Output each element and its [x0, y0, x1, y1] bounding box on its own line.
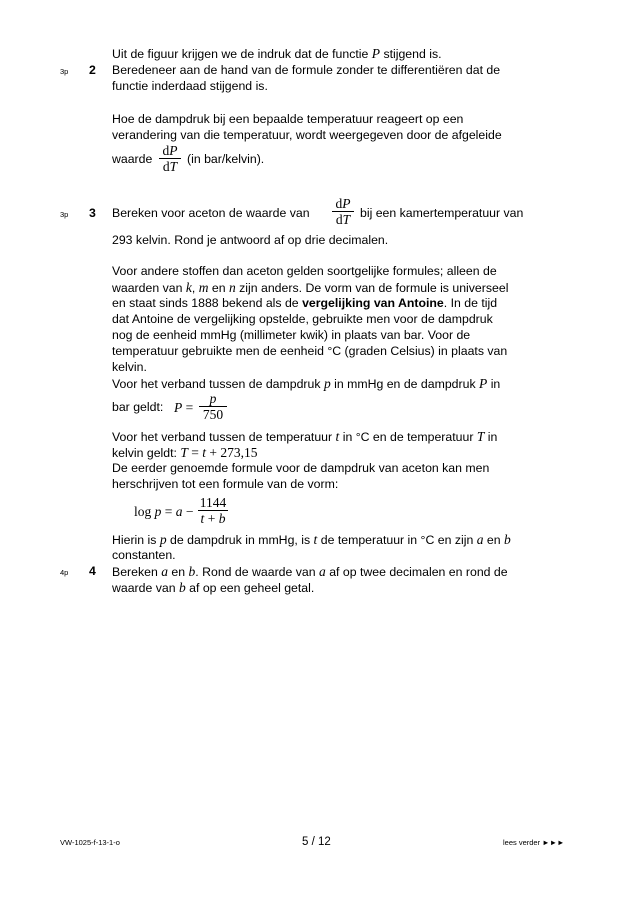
q3-number: 3 — [89, 206, 96, 220]
q4-points: 4p — [60, 568, 69, 577]
para2-l7: kelvin. — [112, 360, 147, 374]
formula-log-fraction: 1144 t + b — [199, 495, 227, 526]
q3-line2: 293 kelvin. Rond je antwoord af op drie decimalen. — [112, 233, 389, 247]
intro-text: Uit de figuur krijgen we de indruk dat de functie — [112, 47, 369, 61]
para1-line2: verandering van die temperatuur, wordt weergegeven door de afgeleide — [112, 128, 502, 142]
antoine-term: vergelijking van Antoine — [302, 296, 444, 310]
para2-l12: De eerder genoemde formule voor de dampdruk van aceton kan men — [112, 461, 490, 475]
derivative-fraction-1: dP dT — [159, 144, 181, 174]
para2-l1: Voor andere stoffen dan aceton gelden soortgelijke formules; alleen de — [112, 264, 497, 278]
q4-line2: waarde van b af op een geheel getal. — [112, 580, 315, 595]
q3-points: 3p — [60, 210, 69, 219]
q3-post: bij een kamertemperatuur van — [360, 206, 524, 220]
intro-end: stijgend is. — [383, 47, 442, 61]
para2-l11: kelvin geldt: T = t + 273,15 — [112, 445, 258, 460]
derivative-fraction-2: dP dT — [332, 197, 354, 227]
q4-number: 4 — [89, 564, 96, 578]
para2-l3: en staat sinds 1888 bekend als de vergelijking van Antoine. In de tijd — [112, 296, 498, 310]
intro-line — [112, 46, 442, 62]
para2-l15: constanten. — [112, 548, 176, 562]
para2-l6: temperatuur gebruikte men de eenheid °C (graden Celsius) in plaats van — [112, 344, 508, 358]
formula-log-lhs: log p = a − — [134, 504, 194, 519]
footer-next: lees verder ►►► — [503, 838, 565, 847]
footer-page-number: 5 / 12 — [302, 836, 331, 848]
footer-code: VW-1025-f-13-1-o — [60, 838, 120, 847]
para2-l8: Voor het verband tussen de dampdruk p in mmHg en de dampdruk P in — [112, 376, 501, 391]
para2-l4: dat Antoine de vergelijking opstelde, gebruikte men voor de dampdruk — [112, 312, 493, 326]
para1-line1: Hoe de dampdruk bij een bepaalde temperatuur reageert op een — [112, 112, 464, 126]
para2-l2: waarden van k, m en n zijn anders. De vorm van de formule is universeel — [112, 280, 509, 295]
para1-waarde: waarde — [112, 152, 153, 166]
q2-points: 3p — [60, 67, 69, 76]
intro-var: P — [371, 46, 381, 61]
para2-l14: Hierin is p de dampdruk in mmHg, is t de temperatuur in °C en zijn a en b — [112, 532, 511, 547]
para2-l5: nog de eenheid mmHg (millimeter kwik) in plaats van bar. Voor de — [112, 328, 471, 342]
q2-line1: Beredeneer aan de hand van de formule zonder te differentiëren dat de — [112, 63, 501, 77]
para2-l10: Voor het verband tussen de temperatuur t in °C en de temperatuur T in — [112, 429, 498, 444]
q4-line1: Bereken a en b. Rond de waarde van a af op twee decimalen en rond de — [112, 564, 508, 579]
q2-number: 2 — [89, 63, 96, 77]
para2-l9: bar geldt: — [112, 400, 164, 414]
q3-pre: Bereken voor aceton de waarde van — [112, 206, 310, 220]
formula-P-lhs: P = — [174, 400, 194, 415]
para2-l13: herschrijven tot een formule van de vorm: — [112, 477, 339, 491]
q2-line2: functie inderdaad stijgend is. — [112, 79, 268, 93]
para1-unit: (in bar/kelvin). — [187, 152, 265, 166]
formula-P-fraction: p 750 — [199, 392, 227, 422]
